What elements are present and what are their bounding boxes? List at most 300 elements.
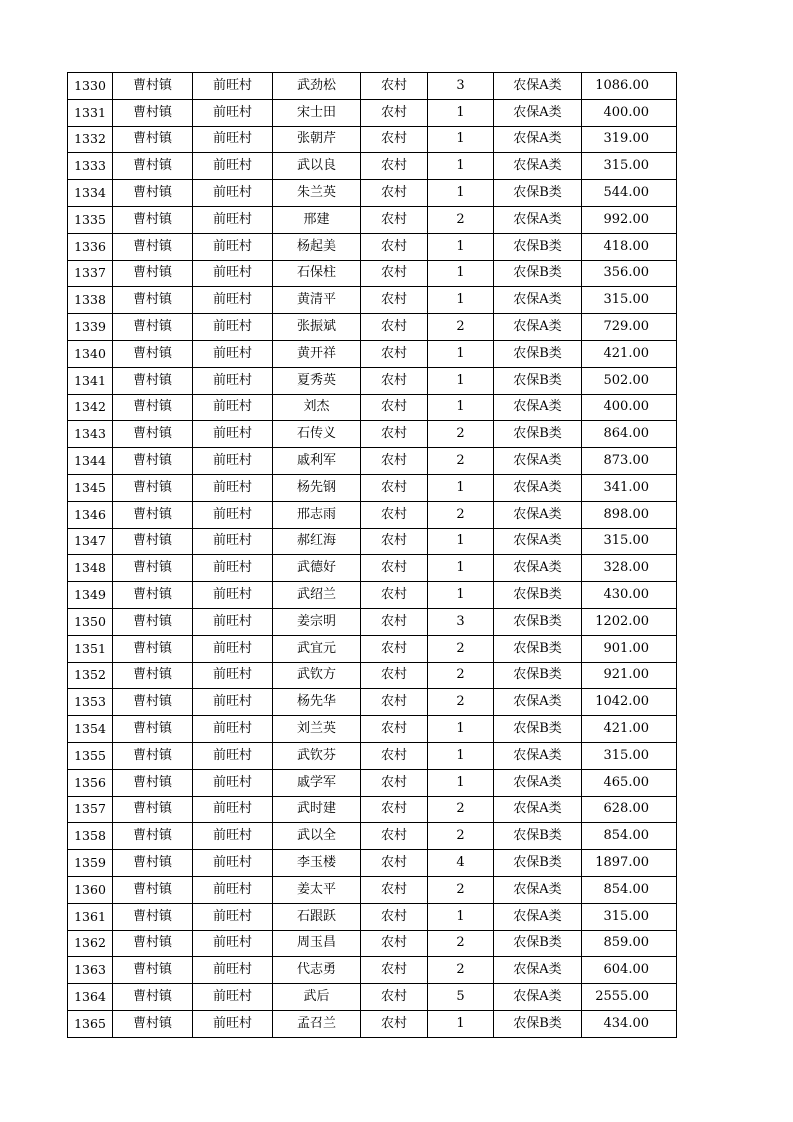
town-cell: 曹村镇 [113, 448, 193, 475]
category-cell: 农保B类 [494, 608, 582, 635]
area-type-cell: 农村 [361, 716, 428, 743]
household-size-cell: 1 [428, 769, 494, 796]
town-cell: 曹村镇 [113, 287, 193, 314]
town-cell: 曹村镇 [113, 99, 193, 126]
row-number-cell: 1337 [68, 260, 113, 287]
category-cell: 农保A类 [494, 73, 582, 100]
amount-cell: 2555.00 [582, 984, 677, 1011]
name-cell: 宋士田 [273, 99, 361, 126]
table-row [68, 73, 677, 100]
household-size-cell: 1 [428, 528, 494, 555]
town-cell: 曹村镇 [113, 153, 193, 180]
name-cell: 黄开祥 [273, 340, 361, 367]
amount-cell: 315.00 [582, 742, 677, 769]
village-cell: 前旺村 [193, 287, 273, 314]
amount-cell: 421.00 [582, 716, 677, 743]
category-cell: 农保A类 [494, 957, 582, 984]
amount-cell: 1086.00 [582, 73, 677, 100]
category-cell: 农保A类 [494, 126, 582, 153]
village-cell: 前旺村 [193, 742, 273, 769]
row-number-cell: 1354 [68, 716, 113, 743]
table-row [68, 421, 677, 448]
category-cell: 农保A类 [494, 314, 582, 341]
village-cell: 前旺村 [193, 769, 273, 796]
category-cell: 农保A类 [494, 153, 582, 180]
household-size-cell: 2 [428, 796, 494, 823]
town-cell: 曹村镇 [113, 742, 193, 769]
name-cell: 夏秀英 [273, 367, 361, 394]
area-type-cell: 农村 [361, 582, 428, 609]
town-cell: 曹村镇 [113, 876, 193, 903]
household-size-cell: 1 [428, 233, 494, 260]
household-size-cell: 2 [428, 314, 494, 341]
category-cell: 农保B类 [494, 421, 582, 448]
amount-cell: 921.00 [582, 662, 677, 689]
row-number-cell: 1349 [68, 582, 113, 609]
amount-cell: 502.00 [582, 367, 677, 394]
village-cell: 前旺村 [193, 99, 273, 126]
row-number-cell: 1331 [68, 99, 113, 126]
area-type-cell: 农村 [361, 930, 428, 957]
amount-cell: 315.00 [582, 153, 677, 180]
category-cell: 农保A类 [494, 448, 582, 475]
area-type-cell: 农村 [361, 1010, 428, 1037]
town-cell: 曹村镇 [113, 716, 193, 743]
area-type-cell: 农村 [361, 903, 428, 930]
row-number-cell: 1343 [68, 421, 113, 448]
table-row [68, 850, 677, 877]
village-cell: 前旺村 [193, 850, 273, 877]
household-size-cell: 2 [428, 421, 494, 448]
household-size-cell: 4 [428, 850, 494, 877]
village-cell: 前旺村 [193, 582, 273, 609]
amount-cell: 400.00 [582, 394, 677, 421]
row-number-cell: 1351 [68, 635, 113, 662]
household-size-cell: 1 [428, 180, 494, 207]
category-cell: 农保B类 [494, 930, 582, 957]
amount-cell: 901.00 [582, 635, 677, 662]
row-number-cell: 1348 [68, 555, 113, 582]
amount-cell: 341.00 [582, 474, 677, 501]
town-cell: 曹村镇 [113, 555, 193, 582]
area-type-cell: 农村 [361, 662, 428, 689]
area-type-cell: 农村 [361, 528, 428, 555]
amount-cell: 604.00 [582, 957, 677, 984]
household-size-cell: 2 [428, 823, 494, 850]
table-row [68, 823, 677, 850]
amount-cell: 729.00 [582, 314, 677, 341]
town-cell: 曹村镇 [113, 903, 193, 930]
village-cell: 前旺村 [193, 635, 273, 662]
name-cell: 邢建 [273, 206, 361, 233]
town-cell: 曹村镇 [113, 314, 193, 341]
household-size-cell: 1 [428, 99, 494, 126]
area-type-cell: 农村 [361, 474, 428, 501]
village-cell: 前旺村 [193, 716, 273, 743]
village-cell: 前旺村 [193, 555, 273, 582]
area-type-cell: 农村 [361, 742, 428, 769]
row-number-cell: 1332 [68, 126, 113, 153]
name-cell: 武劲松 [273, 73, 361, 100]
category-cell: 农保B类 [494, 233, 582, 260]
row-number-cell: 1352 [68, 662, 113, 689]
household-size-cell: 1 [428, 260, 494, 287]
table-row [68, 126, 677, 153]
amount-cell: 315.00 [582, 903, 677, 930]
category-cell: 农保A类 [494, 206, 582, 233]
household-size-cell: 2 [428, 930, 494, 957]
row-number-cell: 1340 [68, 340, 113, 367]
village-cell: 前旺村 [193, 662, 273, 689]
town-cell: 曹村镇 [113, 260, 193, 287]
category-cell: 农保A类 [494, 876, 582, 903]
town-cell: 曹村镇 [113, 474, 193, 501]
category-cell: 农保A类 [494, 474, 582, 501]
category-cell: 农保A类 [494, 555, 582, 582]
area-type-cell: 农村 [361, 608, 428, 635]
table-row [68, 662, 677, 689]
town-cell: 曹村镇 [113, 850, 193, 877]
town-cell: 曹村镇 [113, 823, 193, 850]
category-cell: 农保A类 [494, 99, 582, 126]
category-cell: 农保B类 [494, 582, 582, 609]
category-cell: 农保B类 [494, 716, 582, 743]
amount-cell: 315.00 [582, 287, 677, 314]
amount-cell: 1042.00 [582, 689, 677, 716]
area-type-cell: 农村 [361, 314, 428, 341]
village-cell: 前旺村 [193, 689, 273, 716]
amount-cell: 400.00 [582, 99, 677, 126]
town-cell: 曹村镇 [113, 689, 193, 716]
name-cell: 武德好 [273, 555, 361, 582]
village-cell: 前旺村 [193, 180, 273, 207]
area-type-cell: 农村 [361, 99, 428, 126]
table-row [68, 474, 677, 501]
village-cell: 前旺村 [193, 876, 273, 903]
household-size-cell: 1 [428, 126, 494, 153]
table-row [68, 394, 677, 421]
village-cell: 前旺村 [193, 73, 273, 100]
category-cell: 农保B类 [494, 367, 582, 394]
name-cell: 郝红海 [273, 528, 361, 555]
name-cell: 张振斌 [273, 314, 361, 341]
name-cell: 武以全 [273, 823, 361, 850]
town-cell: 曹村镇 [113, 957, 193, 984]
household-size-cell: 1 [428, 555, 494, 582]
area-type-cell: 农村 [361, 180, 428, 207]
town-cell: 曹村镇 [113, 582, 193, 609]
village-cell: 前旺村 [193, 608, 273, 635]
amount-cell: 465.00 [582, 769, 677, 796]
amount-cell: 319.00 [582, 126, 677, 153]
row-number-cell: 1344 [68, 448, 113, 475]
village-cell: 前旺村 [193, 796, 273, 823]
area-type-cell: 农村 [361, 635, 428, 662]
row-number-cell: 1357 [68, 796, 113, 823]
village-cell: 前旺村 [193, 501, 273, 528]
table-row [68, 555, 677, 582]
village-cell: 前旺村 [193, 126, 273, 153]
row-number-cell: 1356 [68, 769, 113, 796]
area-type-cell: 农村 [361, 957, 428, 984]
amount-cell: 434.00 [582, 1010, 677, 1037]
category-cell: 农保B类 [494, 260, 582, 287]
name-cell: 武绍兰 [273, 582, 361, 609]
row-number-cell: 1338 [68, 287, 113, 314]
village-cell: 前旺村 [193, 340, 273, 367]
area-type-cell: 农村 [361, 260, 428, 287]
area-type-cell: 农村 [361, 367, 428, 394]
town-cell: 曹村镇 [113, 73, 193, 100]
table-row [68, 742, 677, 769]
amount-cell: 544.00 [582, 180, 677, 207]
row-number-cell: 1358 [68, 823, 113, 850]
town-cell: 曹村镇 [113, 930, 193, 957]
name-cell: 代志勇 [273, 957, 361, 984]
category-cell: 农保B类 [494, 340, 582, 367]
category-cell: 农保B类 [494, 823, 582, 850]
table-row [68, 876, 677, 903]
name-cell: 黄清平 [273, 287, 361, 314]
category-cell: 农保A类 [494, 528, 582, 555]
amount-cell: 356.00 [582, 260, 677, 287]
town-cell: 曹村镇 [113, 796, 193, 823]
category-cell: 农保A类 [494, 287, 582, 314]
household-size-cell: 1 [428, 394, 494, 421]
area-type-cell: 农村 [361, 73, 428, 100]
name-cell: 孟召兰 [273, 1010, 361, 1037]
row-number-cell: 1347 [68, 528, 113, 555]
category-cell: 农保B类 [494, 850, 582, 877]
table-row [68, 903, 677, 930]
village-cell: 前旺村 [193, 528, 273, 555]
amount-cell: 1202.00 [582, 608, 677, 635]
village-cell: 前旺村 [193, 984, 273, 1011]
amount-cell: 864.00 [582, 421, 677, 448]
table-row [68, 608, 677, 635]
table-row [68, 957, 677, 984]
row-number-cell: 1353 [68, 689, 113, 716]
name-cell: 杨先华 [273, 689, 361, 716]
name-cell: 武后 [273, 984, 361, 1011]
table-row [68, 1010, 677, 1037]
village-cell: 前旺村 [193, 930, 273, 957]
town-cell: 曹村镇 [113, 501, 193, 528]
table-row [68, 99, 677, 126]
category-cell: 农保A类 [494, 769, 582, 796]
amount-cell: 628.00 [582, 796, 677, 823]
name-cell: 武钦芬 [273, 742, 361, 769]
household-size-cell: 3 [428, 73, 494, 100]
table-row [68, 984, 677, 1011]
row-number-cell: 1363 [68, 957, 113, 984]
name-cell: 周玉昌 [273, 930, 361, 957]
village-cell: 前旺村 [193, 233, 273, 260]
household-size-cell: 5 [428, 984, 494, 1011]
row-number-cell: 1341 [68, 367, 113, 394]
table-row [68, 180, 677, 207]
name-cell: 邢志雨 [273, 501, 361, 528]
household-size-cell: 2 [428, 876, 494, 903]
village-cell: 前旺村 [193, 1010, 273, 1037]
name-cell: 武钦方 [273, 662, 361, 689]
name-cell: 朱兰英 [273, 180, 361, 207]
town-cell: 曹村镇 [113, 206, 193, 233]
area-type-cell: 农村 [361, 850, 428, 877]
row-number-cell: 1333 [68, 153, 113, 180]
name-cell: 戚利军 [273, 448, 361, 475]
table-row [68, 930, 677, 957]
category-cell: 农保A类 [494, 742, 582, 769]
row-number-cell: 1345 [68, 474, 113, 501]
area-type-cell: 农村 [361, 233, 428, 260]
table-row [68, 582, 677, 609]
category-cell: 农保A类 [494, 394, 582, 421]
category-cell: 农保A类 [494, 501, 582, 528]
household-size-cell: 3 [428, 608, 494, 635]
name-cell: 石传义 [273, 421, 361, 448]
amount-cell: 418.00 [582, 233, 677, 260]
area-type-cell: 农村 [361, 448, 428, 475]
area-type-cell: 农村 [361, 394, 428, 421]
town-cell: 曹村镇 [113, 528, 193, 555]
data-table [67, 72, 677, 1038]
amount-cell: 859.00 [582, 930, 677, 957]
table-row [68, 528, 677, 555]
row-number-cell: 1339 [68, 314, 113, 341]
amount-cell: 854.00 [582, 823, 677, 850]
table-row [68, 716, 677, 743]
area-type-cell: 农村 [361, 126, 428, 153]
table-row [68, 260, 677, 287]
row-number-cell: 1355 [68, 742, 113, 769]
row-number-cell: 1364 [68, 984, 113, 1011]
table-row [68, 501, 677, 528]
town-cell: 曹村镇 [113, 1010, 193, 1037]
area-type-cell: 农村 [361, 769, 428, 796]
village-cell: 前旺村 [193, 448, 273, 475]
category-cell: 农保A类 [494, 903, 582, 930]
amount-cell: 992.00 [582, 206, 677, 233]
category-cell: 农保A类 [494, 984, 582, 1011]
name-cell: 杨先钢 [273, 474, 361, 501]
household-size-cell: 1 [428, 153, 494, 180]
household-size-cell: 2 [428, 689, 494, 716]
area-type-cell: 农村 [361, 501, 428, 528]
name-cell: 张朝芹 [273, 126, 361, 153]
table-row [68, 287, 677, 314]
area-type-cell: 农村 [361, 340, 428, 367]
category-cell: 农保B类 [494, 1010, 582, 1037]
row-number-cell: 1334 [68, 180, 113, 207]
town-cell: 曹村镇 [113, 608, 193, 635]
row-number-cell: 1350 [68, 608, 113, 635]
row-number-cell: 1360 [68, 876, 113, 903]
village-cell: 前旺村 [193, 394, 273, 421]
name-cell: 武宜元 [273, 635, 361, 662]
town-cell: 曹村镇 [113, 126, 193, 153]
table-body [68, 73, 677, 1038]
name-cell: 戚学军 [273, 769, 361, 796]
village-cell: 前旺村 [193, 260, 273, 287]
row-number-cell: 1365 [68, 1010, 113, 1037]
table-row [68, 796, 677, 823]
household-size-cell: 1 [428, 1010, 494, 1037]
village-cell: 前旺村 [193, 957, 273, 984]
name-cell: 武时建 [273, 796, 361, 823]
household-size-cell: 2 [428, 635, 494, 662]
household-size-cell: 1 [428, 582, 494, 609]
area-type-cell: 农村 [361, 984, 428, 1011]
amount-cell: 873.00 [582, 448, 677, 475]
amount-cell: 1897.00 [582, 850, 677, 877]
name-cell: 杨起美 [273, 233, 361, 260]
name-cell: 李玉楼 [273, 850, 361, 877]
table-row [68, 689, 677, 716]
table-row [68, 635, 677, 662]
name-cell: 姜宗明 [273, 608, 361, 635]
household-size-cell: 2 [428, 501, 494, 528]
household-size-cell: 2 [428, 448, 494, 475]
name-cell: 刘兰英 [273, 716, 361, 743]
village-cell: 前旺村 [193, 314, 273, 341]
category-cell: 农保B类 [494, 180, 582, 207]
household-size-cell: 1 [428, 716, 494, 743]
village-cell: 前旺村 [193, 474, 273, 501]
area-type-cell: 农村 [361, 421, 428, 448]
area-type-cell: 农村 [361, 876, 428, 903]
area-type-cell: 农村 [361, 823, 428, 850]
area-type-cell: 农村 [361, 287, 428, 314]
name-cell: 武以良 [273, 153, 361, 180]
row-number-cell: 1359 [68, 850, 113, 877]
amount-cell: 328.00 [582, 555, 677, 582]
village-cell: 前旺村 [193, 206, 273, 233]
table-row [68, 340, 677, 367]
household-size-cell: 1 [428, 903, 494, 930]
row-number-cell: 1335 [68, 206, 113, 233]
household-size-cell: 1 [428, 287, 494, 314]
category-cell: 农保B类 [494, 662, 582, 689]
name-cell: 石保柱 [273, 260, 361, 287]
category-cell: 农保B类 [494, 635, 582, 662]
amount-cell: 854.00 [582, 876, 677, 903]
category-cell: 农保A类 [494, 689, 582, 716]
household-size-cell: 1 [428, 474, 494, 501]
town-cell: 曹村镇 [113, 635, 193, 662]
town-cell: 曹村镇 [113, 421, 193, 448]
village-cell: 前旺村 [193, 421, 273, 448]
table-row [68, 206, 677, 233]
table-row [68, 367, 677, 394]
area-type-cell: 农村 [361, 206, 428, 233]
town-cell: 曹村镇 [113, 662, 193, 689]
town-cell: 曹村镇 [113, 984, 193, 1011]
village-cell: 前旺村 [193, 823, 273, 850]
name-cell: 石跟跃 [273, 903, 361, 930]
town-cell: 曹村镇 [113, 233, 193, 260]
category-cell: 农保A类 [494, 796, 582, 823]
row-number-cell: 1342 [68, 394, 113, 421]
town-cell: 曹村镇 [113, 180, 193, 207]
amount-cell: 315.00 [582, 528, 677, 555]
town-cell: 曹村镇 [113, 769, 193, 796]
household-size-cell: 1 [428, 742, 494, 769]
town-cell: 曹村镇 [113, 340, 193, 367]
table-row [68, 153, 677, 180]
area-type-cell: 农村 [361, 153, 428, 180]
amount-cell: 430.00 [582, 582, 677, 609]
